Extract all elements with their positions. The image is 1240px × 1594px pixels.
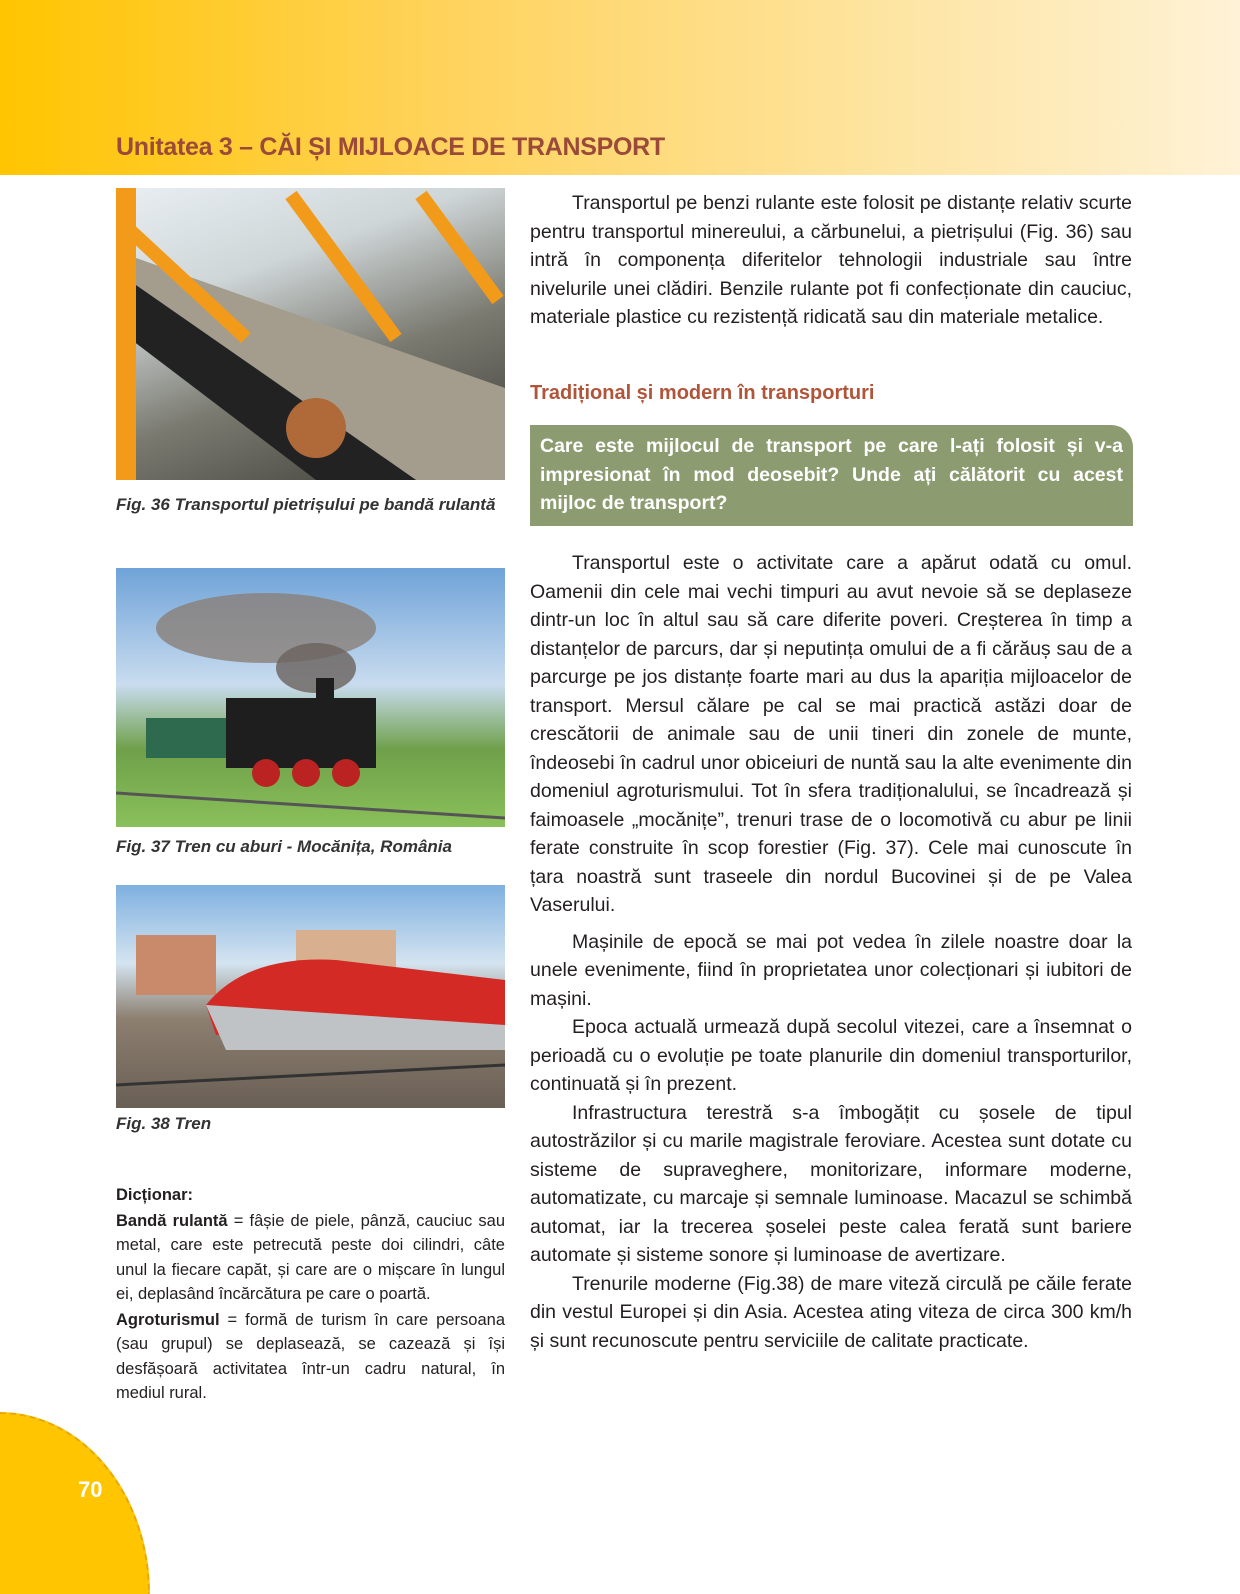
dictionary-definition: = fâșie de piele, pânză, cauciuc sau metal, care este petrecută peste doi cilindri, câte unul la fiecare capăt, și care are o mișcare în lungul ei, deplasând încărcătura pe care o poartă. bbox=[116, 1211, 505, 1303]
page-number: 70 bbox=[78, 1477, 103, 1502]
body-paragraph: Transportul este o activitate care a apărut odată cu omul. Oamenii din cele mai vechi timpuri au avut nevoie să se deplaseze dintr-un loc în altul sau să care diferite poveri. Creșterea în timp a distanțelor de parcurs, dar și neputința omului de a fi cărăuș sau de a parcurge pe jos distanțe foarte mari au dus la apariția mijloacelor de transport. Mersul călare pe cal se mai practică astăzi doar de crescătorii de animale sau de unii tineri din zonele de munte, îndeosebi în cadrul unor obiceiuri de nuntă sau la alte evenimente din domeniul agroturismului. Tot în sfera tradiționalului, se încadrează și faimoasele „mocănițe”, trenuri trase de o locomotivă cu abur pe linii ferate construite în scop forestier (Fig. 37). Cele mai cunoscute în țara noastră sunt traseele din nordul Bucovinei și de pe Valea Vaserului. bbox=[530, 552, 1132, 916]
page-number-badge bbox=[0, 1412, 150, 1594]
dictionary-heading: Dicționar: bbox=[116, 1186, 194, 1204]
body-paragraph: Infrastructura terestră s-a îmbogățit cu șosele de tipul autostrăzilor și cu marile magistrale feroviare. Acestea sunt dotate cu sisteme de supraveghere, monitorizare, informare moderne, automatizate, cu marcaje și semnale luminoase. Macazul se schimbă automat, iar la trecerea șoselei peste calea ferată sunt bariere automate și sisteme sonore și luminoase de avertizare. bbox=[530, 1101, 1132, 1266]
question-box: Care este mijlocul de transport pe care l-ați folosit și v-a impresionat în mod deosebit? Unde ați călătorit cu acest mijloc de transport? bbox=[530, 425, 1133, 526]
conveyor-belt-photo bbox=[116, 188, 505, 480]
unit-title: Unitatea 3 – CĂI ȘI MIJLOACE DE TRANSPORT bbox=[116, 133, 665, 161]
steam-train-photo bbox=[116, 568, 505, 827]
dictionary-term: Bandă rulantă bbox=[116, 1211, 228, 1230]
body-text bbox=[530, 549, 1132, 1355]
dictionary-definition: = formă de turism în care persoana (sau grupul) se deplasează, se cazează și își desfășoară activitatea într-un cadru natural, în mediul rural. bbox=[116, 1310, 505, 1402]
figure-caption: Fig. 37 Tren cu aburi - Mocănița, România bbox=[116, 837, 452, 856]
body-paragraph: Trenurile moderne (Fig.38) de mare viteză circulă pe căile ferate din vestul Europei și din Asia. Acestea ating viteza de circa 300 km/h și sunt recunoscute pentru serviciile de calitate practicate. bbox=[530, 1272, 1132, 1352]
dictionary-entry bbox=[116, 1209, 505, 1307]
intro-paragraph: Transportul pe benzi rulante este folosit pe distanțe relativ scurte pentru transportul minereului, a cărbunelui, a pietrișului (Fig. 36) sau intră în componența diferitelor tehnologii industriale sau între nivelurile unei clădiri. Benzile rulante pot fi confecționate din cauciuc, materiale plastice cu rezistență ridicată sau din materiale metalice. bbox=[530, 192, 1132, 328]
figure-caption: Fig. 36 Transportul pietrișului pe bandă rulantă bbox=[116, 495, 496, 514]
dictionary-entry bbox=[116, 1308, 505, 1406]
high-speed-train-photo bbox=[116, 885, 505, 1108]
section-heading: Tradițional și modern în transporturi bbox=[530, 382, 875, 404]
dictionary-term: Agroturismul bbox=[116, 1310, 220, 1329]
intro-paragraph-block bbox=[530, 189, 1132, 332]
dictionary-box bbox=[116, 1183, 505, 1407]
body-paragraph: Epoca actuală urmează după secolul vitezei, care a însemnat o perioadă cu o evoluție pe toate planurile din domeniul transporturilor, continuată și în prezent. bbox=[530, 1016, 1132, 1095]
body-paragraph: Mașinile de epocă se mai pot vedea în zilele noastre doar la unele evenimente, fiind în proprietatea unor colecționari și iubitori de mașini. bbox=[530, 930, 1132, 1010]
figure-caption: Fig. 38 Tren bbox=[116, 1114, 212, 1133]
